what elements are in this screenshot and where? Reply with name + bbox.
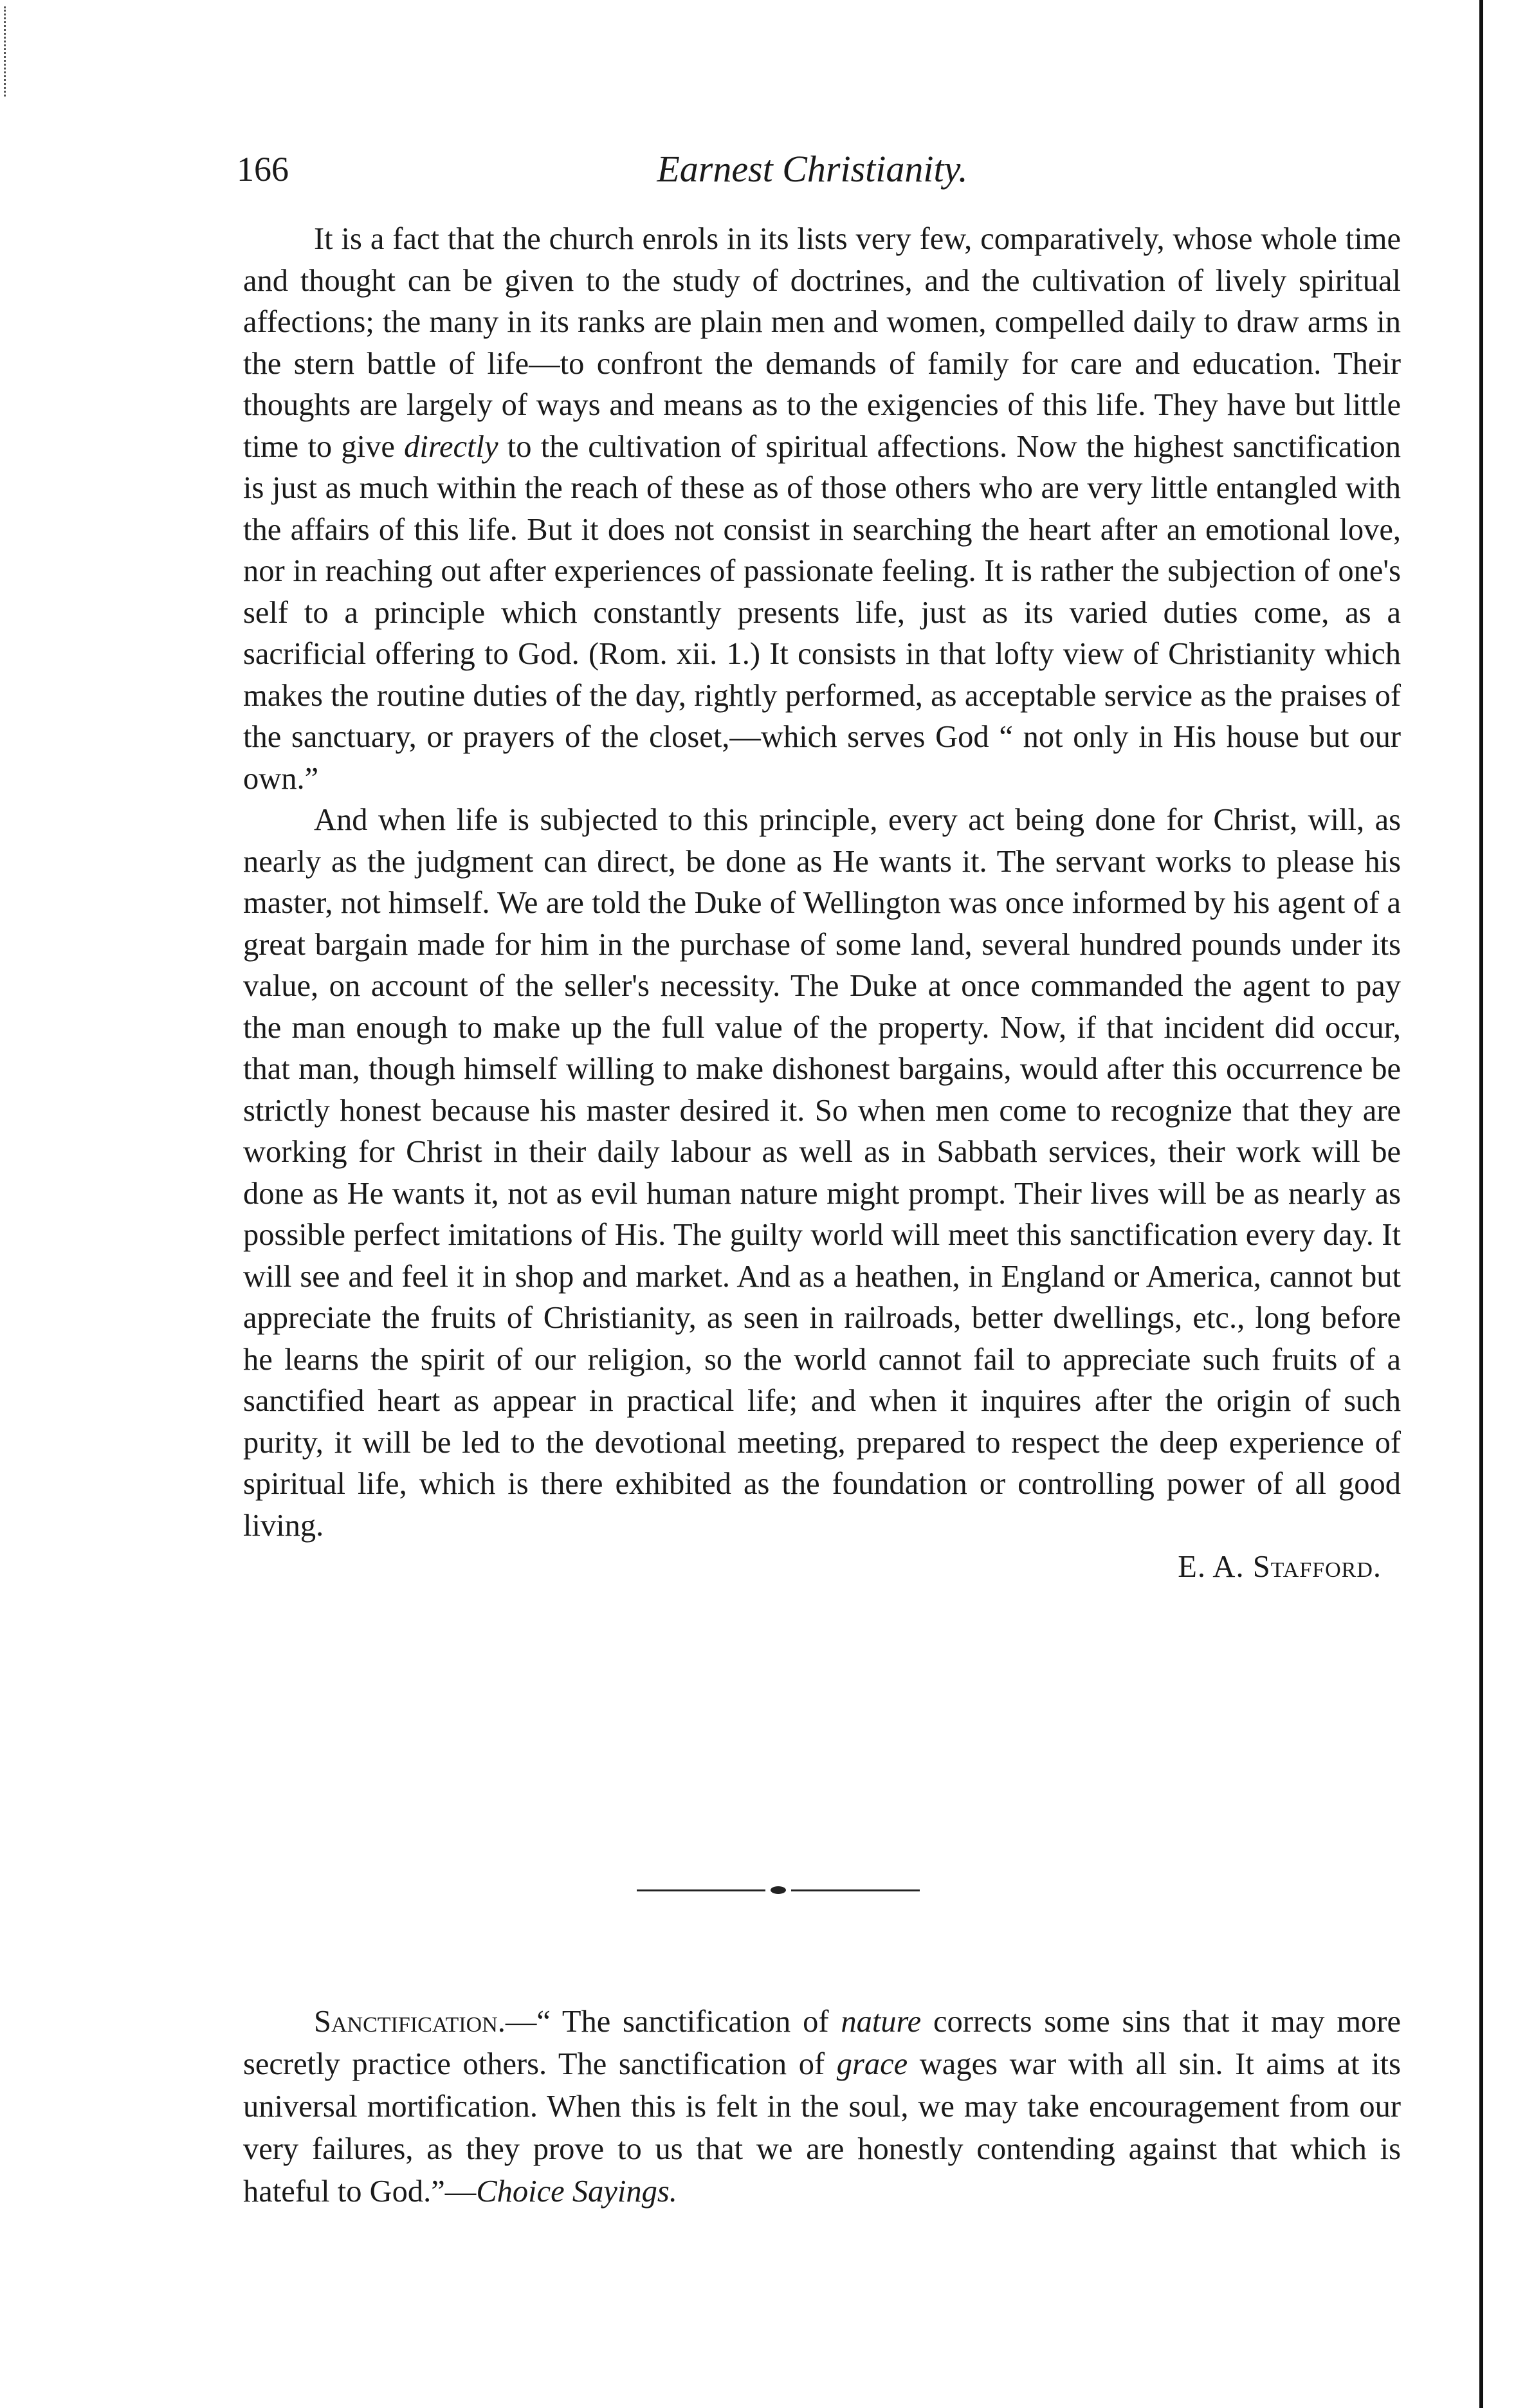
quote-text: corrects some sins that it may more secretly practice others. The sanctification of — [243, 2005, 1401, 2081]
paragraph: And when life is subjected to this principle, every act being done for Christ, will, as nearly as the judgment can direct, be done as He wants it. The servant works to please his master, not himself. We are told the Duke of Wellington was once informed by his agent of a great bargain made for him in the purchase of some land, several hundred pounds under its value, on account of the seller's necessity. The Duke at once commanded the agent to pay the man enough to make up the full value of the property. Now, if that incident did occur, that man, though himself willing to make dishonest bargains, would after this occurrence be strictly honest because his master desired it. So when men come to recognize that they are working for Christ in their daily labour as well as in Sabbath services, their work will be done as He wants it, not as evil human nature might prompt. Their lives will be as nearly as possible perfect imitations of His. The guilty world will meet this sanctification every day. It will see and feel it in shop and market. And as a heathen, in England or America, cannot but appreciate the fruits of Christianity, as seen in railroads, better dwellings, etc., long before he learns the spirit of our religion, so the world cannot fail to appreciate such fruits of a sanctified heart as appear in practical life; and when it inquires after the origin of such purity, it will be led to the devotional meeting, prepared to respect the deep experience of spiritual life, which is there exhibited as the foundation or controlling power of all good living. — [243, 803, 1401, 1543]
page-header — [237, 140, 1388, 198]
sanctification-quote — [243, 2001, 1401, 2213]
quote-source: Choice Sayings. — [476, 2174, 677, 2209]
emphasis-text: grace — [836, 2047, 908, 2081]
paragraph — [243, 219, 1401, 800]
article-body — [243, 219, 1401, 1588]
author-signature: E. A. Stafford. — [1178, 1550, 1382, 1584]
scan-edge-rule — [1479, 0, 1483, 2408]
section-divider — [637, 1884, 920, 1897]
quote-text: —“ The sanctification of — [505, 2005, 841, 2039]
divider-ornament — [771, 1886, 786, 1894]
emphasis-text: nature — [841, 2005, 922, 2039]
quote-paragraph — [243, 2001, 1401, 2213]
divider-line-right — [791, 1889, 920, 1891]
scan-edge-marks — [4, 6, 14, 97]
divider-line-left — [637, 1889, 765, 1891]
page-number: 166 — [237, 150, 289, 188]
paragraph-text: It is a fact that the church enrols in its lists very few, comparatively, whose whole time and thought can be given to the study of doctrines, and the cultivation of lively spiritual affections; the many in its ranks are plain men and women, compelled daily to draw arms in the stern battle of life—to confront the demands of family for care and education. Their thoughts are largely of ways and means as to the exigencies of this life. They have but little time to give — [243, 222, 1401, 464]
running-title: Earnest Christianity. — [657, 148, 968, 190]
emphasis-text: directly — [404, 429, 498, 464]
quote-text: wages war with all sin. It aims at its universal mortification. When this is felt in the soul, we may take encouragement from our very failures, as they prove to us that we are honestly contending against that which is hateful to God.”— — [243, 2047, 1401, 2209]
paragraph-text: to the cultivation of spiritual affections. Now the highest sanctification is just as much within the reach of these as of those others who are very little entangled with the affairs of this life. But it does not consist in searching the heart after an emotional love, nor in reaching out after experiences of passionate feeling. It is rather the subjection of one's self to a principle which constantly presents life, just as its varied duties come, as a sacrificial offering to God. (Rom. xii. 1.) It consists in that lofty view of Christianity which makes the routine duties of the day, rightly performed, as acceptable service as the praises of the sanctuary, or prayers of the closet,—which serves God “ not only in His house but our own.” — [243, 429, 1401, 796]
quote-heading: Sanctification. — [314, 2005, 506, 2039]
